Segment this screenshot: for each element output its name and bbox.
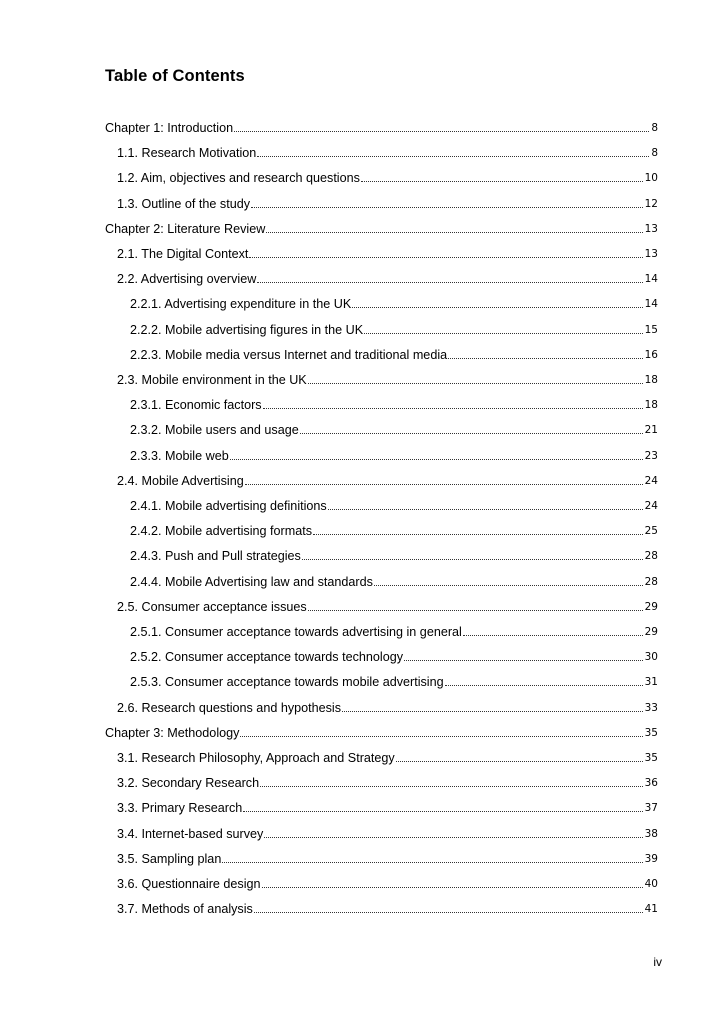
dot-leader [302,558,643,560]
dot-leader [240,735,642,737]
dot-leader [374,584,643,586]
toc-entry-label: 3.4. Internet-based survey [117,826,264,841]
dot-leader [308,382,643,384]
dot-leader [249,256,642,258]
dot-leader [260,785,643,787]
toc-entry[interactable] [117,170,658,186]
toc-entry-label: 2.2.3. Mobile media versus Internet and traditional media [130,347,448,362]
toc-entry[interactable] [117,246,658,262]
toc-entry-page-number: 40 [644,878,658,890]
toc-entry[interactable] [105,221,658,237]
toc-entry-label: 2.3.1. Economic factors [130,398,262,413]
toc-entry-page-number: 15 [644,323,658,336]
toc-entry-label: 3.1. Research Philosophy, Approach and Strategy [117,751,395,765]
toc-entry[interactable] [130,448,658,464]
toc-entry-label: Chapter 2: Literature Review [105,221,266,236]
dot-leader [328,508,643,510]
toc-entry-label: 2.5. Consumer acceptance issues [117,599,307,614]
dot-leader [243,810,642,812]
toc-entry-label: 2.4.4. Mobile Advertising law and standards [130,574,373,589]
dot-leader [361,180,643,182]
dot-leader [463,634,643,636]
toc-entry-page-number: 8 [651,147,658,160]
toc-entry-page-number: 18 [644,399,658,412]
toc-entry-page-number: 29 [644,626,658,638]
toc-entry-page-number: 12 [644,197,658,210]
toc-entry[interactable] [130,397,658,413]
dot-leader [230,458,643,460]
toc-entry-page-number: 30 [644,651,658,664]
toc-entry[interactable] [117,372,658,388]
dot-leader [448,357,643,359]
toc-entry[interactable] [117,196,658,212]
page-number: iv [653,955,662,969]
toc-entry-label: 2.4. Mobile Advertising [117,473,244,488]
toc-entry-label: 2.5.2. Consumer acceptance towards technology [130,650,404,665]
toc-entry-label: 2.2. Advertising overview [117,272,257,287]
toc-entry[interactable] [130,674,658,690]
toc-entry-page-number: 14 [644,298,658,311]
toc-entry[interactable] [117,800,658,816]
toc-entry-page-number: 25 [644,525,658,538]
toc-entry-label: 2.1. The Digital Context [117,247,249,261]
toc-entry-page-number: 33 [644,701,658,714]
toc-entry[interactable] [117,750,658,766]
toc-entry[interactable] [117,876,658,892]
toc-entry[interactable] [117,145,658,161]
toc-entry-label: 2.3. Mobile environment in the UK [117,373,307,387]
toc-entry-page-number: 24 [644,474,658,487]
toc-entry-page-number: 18 [644,374,658,386]
dot-leader [234,130,649,132]
dot-leader [264,836,642,838]
toc-entry-page-number: 16 [644,348,658,361]
toc-entry-label: 2.2.1. Advertising expenditure in the UK [130,297,352,312]
dot-leader [257,281,642,283]
toc-entry-label: 3.2. Secondary Research [117,776,260,791]
toc-entry[interactable] [105,120,658,136]
dot-leader [257,155,649,157]
dot-leader [396,760,643,762]
toc-entry-page-number: 29 [644,600,658,613]
toc-entry-label: 3.5. Sampling plan [117,851,222,866]
toc-entry[interactable] [130,523,658,539]
toc-entry[interactable] [117,901,658,917]
toc-entry[interactable] [117,851,658,867]
dot-leader [313,533,643,535]
toc-entry-label: 3.7. Methods of analysis [117,902,253,917]
toc-entry-page-number: 13 [644,248,658,260]
toc-entry-page-number: 14 [644,273,658,286]
toc-entry[interactable] [117,775,658,791]
toc-entry-label: 1.1. Research Motivation [117,146,257,161]
toc-entry[interactable] [117,826,658,842]
toc-entry-label: Chapter 3: Methodology [105,725,240,740]
dot-leader [445,684,643,686]
toc-entry-label: 1.3. Outline of the study [117,196,251,211]
toc-entry-page-number: 24 [644,500,658,512]
toc-entry[interactable] [130,296,658,312]
toc-entry-label: 2.2.2. Mobile advertising figures in the UK [130,322,364,337]
dot-leader [352,306,642,308]
toc-entry-page-number: 31 [644,676,658,689]
toc-entry[interactable] [130,548,658,564]
toc-entry-page-number: 10 [644,172,658,185]
dot-leader [342,710,643,712]
toc-entry-label: 2.5.3. Consumer acceptance towards mobile advertising [130,675,444,690]
toc-entry[interactable] [130,624,658,640]
dot-leader [254,911,643,913]
toc-entry-page-number: 38 [644,827,658,840]
toc-entry[interactable] [130,649,658,665]
toc-entry-page-number: 28 [644,550,658,563]
toc-entry[interactable] [130,347,658,363]
toc-entry-label: 2.3.3. Mobile web [130,448,229,463]
dot-leader [245,483,643,485]
toc-entry-label: 3.3. Primary Research [117,801,243,816]
dot-leader [308,609,643,611]
toc-entry-page-number: 28 [644,575,658,588]
toc-entry-page-number: 13 [644,222,658,235]
dot-leader [251,206,643,208]
toc-entry[interactable] [117,700,658,716]
toc-entry[interactable] [105,725,658,741]
toc-entry-label: 2.3.2. Mobile users and usage [130,423,299,438]
toc-entry[interactable] [117,271,658,287]
dot-leader [364,332,643,334]
toc-entry[interactable] [130,422,658,438]
toc-entry-label: Chapter 1: Introduction [105,121,234,135]
toc-entry-page-number: 35 [644,726,658,739]
toc-entry-label: 2.4.1. Mobile advertising definitions [130,499,327,513]
dot-leader [404,659,643,661]
toc-entry-label: 3.6. Questionnaire design [117,877,261,891]
toc-entry-label: 2.4.2. Mobile advertising formats [130,524,312,539]
toc-entry-page-number: 35 [644,752,658,764]
toc-entry-label: 1.2. Aim, objectives and research questions [117,171,360,186]
toc-entry[interactable] [130,498,658,514]
dot-leader [262,886,643,888]
toc-entry-label: 2.5.1. Consumer acceptance towards advertising in general [130,625,462,639]
toc-entry-page-number: 41 [644,903,658,916]
toc-entry-page-number: 37 [644,802,658,815]
dot-leader [263,407,643,409]
toc-entry-page-number: 36 [644,777,658,790]
toc-entry[interactable] [130,574,658,590]
toc-entry[interactable] [117,473,658,489]
toc-entry-page-number: 8 [651,122,658,134]
page-title: Table of Contents [105,67,245,85]
toc-entry[interactable] [117,599,658,615]
toc-entry[interactable] [130,322,658,338]
toc-entry-label: 2.6. Research questions and hypothesis [117,700,342,715]
dot-leader [300,432,643,434]
toc-entry-page-number: 39 [644,852,658,865]
dot-leader [266,231,642,233]
toc-entry-label: 2.4.3. Push and Pull strategies [130,549,301,564]
toc-entry-page-number: 23 [644,449,658,462]
dot-leader [222,861,642,863]
toc-entry-page-number: 21 [644,424,658,437]
